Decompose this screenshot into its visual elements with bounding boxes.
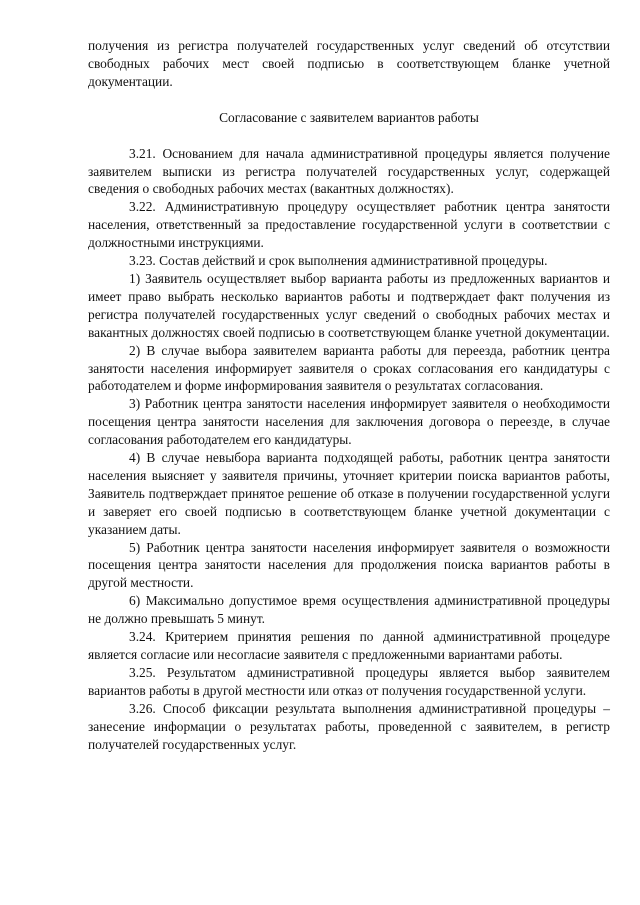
paragraph-3-21: 3.21. Основанием для начала административной процедуры является получение заявителем выписки из регистра получателей государственных услуг, содержащей сведения о свободных рабочих местах (вакантных должностях). xyxy=(88,145,610,197)
paragraph-item-4: 4) В случае невыбора варианта подходящей работы, работник центра занятости населения выясняет у заявителя причины, уточняет критерии поиска вариантов работы, Заявитель подтверждает принятое решение об отказе в получении государственной услуги и заверяет его своей подписью в соответствующем бланке учетной документации с указанием даты. xyxy=(88,450,610,537)
intro-paragraph: получения из регистра получателей государственных услуг сведений об отсутствии свободных рабочих мест своей подписью в соответствующем бланке учетной документации. xyxy=(88,38,610,89)
paragraph-3-26: 3.26. Способ фиксации результата выполнения административной процедуры – занесение информации о результатах работы, проведенной с заявителем, в регистр получателей государственных услуг. xyxy=(88,700,610,752)
paragraph-item-3: 3) Работник центра занятости населения информирует заявителя о необходимости посещения центра занятости населения для заключения договора о переезде, в случае согласования работодателем его кандидатуры. xyxy=(88,396,610,448)
paragraph-3-22: 3.22. Административную процедуру осуществляет работник центра занятости населения, ответственный за предоставление государственной услуги в соответствии с должностными инструкциями. xyxy=(88,199,610,251)
paragraph-item-2: 2) В случае выбора заявителем варианта работы для переезда, работник центра занятости населения информирует заявителя о сроках согласования его кандидатуры с работодателем и форме информирования заявителя о результатах согласования. xyxy=(88,342,610,394)
paragraph-3-23: 3.23. Состав действий и срок выполнения административной процедуры. xyxy=(129,253,548,269)
document-page xyxy=(88,37,610,753)
section-heading: Согласование с заявителем вариантов работы xyxy=(219,109,479,125)
paragraph-3-25: 3.25. Результатом административной процедуры является выбор заявителем вариантов работы в другой местности или отказ от получения государственной услуги. xyxy=(88,664,610,698)
paragraph-3-24: 3.24. Критерием принятия решения по данной административной процедуре является согласие или несогласие заявителя с предложенными вариантами работы. xyxy=(88,629,610,662)
paragraph-item-6: 6) Максимально допустимое время осуществления административной процедуры не должно превышать 5 минут. xyxy=(88,593,610,627)
paragraph-item-5: 5) Работник центра занятости населения информирует заявителя о возможности посещения центра занятости населения для продолжения поиска вариантов работы в другой местности. xyxy=(88,539,610,591)
paragraph-list xyxy=(88,145,610,754)
paragraph-item-1: 1) Заявитель осуществляет выбор варианта работы из предложенных вариантов и имеет право выбрать несколько вариантов работы и подтверждает факт получения из регистра получателей государственных услуг сведений о свободных рабочих местах и вакантных должностях своей подписью в соответствующем бланке учетной документации. xyxy=(88,270,610,340)
